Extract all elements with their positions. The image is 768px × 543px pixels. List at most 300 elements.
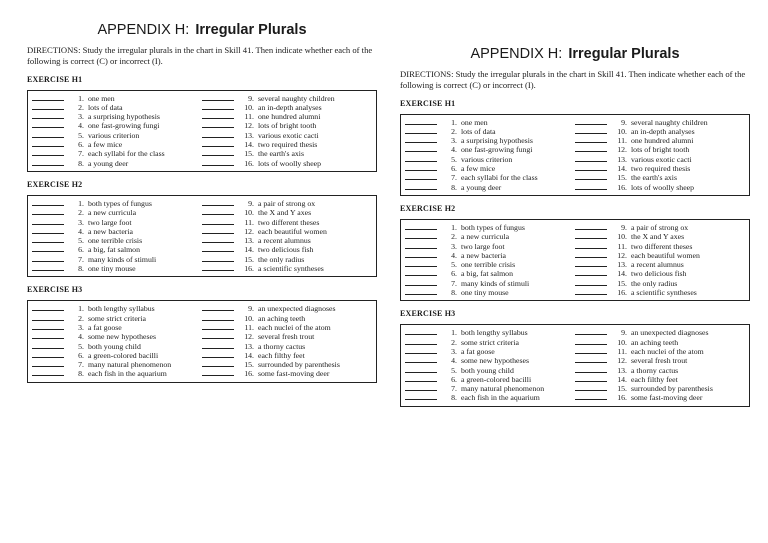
item-number: 16. [244,369,254,379]
item-number: 9. [248,304,254,314]
item-text: each fish in the aquarium [461,393,540,403]
item-number: 7. [451,173,457,183]
item-text: the only radius [258,254,305,264]
exercise-item [32,304,202,313]
item-text: a thorny cactus [258,341,306,351]
answer-blank[interactable] [575,347,607,354]
exercise-item [575,136,745,145]
exercise-item [32,131,202,140]
answer-blank[interactable] [405,164,437,171]
exercise-item [575,338,745,347]
answer-blank[interactable] [202,218,234,225]
item-number: 3. [78,112,84,122]
item-number: 12. [244,332,254,342]
item-text: lots of bright tooth [258,121,317,131]
exercise-item [405,145,575,154]
exercise-item [202,369,372,378]
exercise-column [202,94,372,168]
answer-blank[interactable] [202,236,234,243]
item-number: 11. [244,217,254,227]
answer-blank[interactable] [575,356,607,363]
answer-blank[interactable] [405,145,437,152]
exercise-item [32,112,202,121]
exercise-section [27,75,377,172]
item-text: an unexpected diagnoses [258,304,336,314]
item-text: various exotic cacti [631,154,692,164]
answer-blank[interactable] [575,251,607,258]
exercise-item [32,121,202,130]
item-number: 1. [451,222,457,232]
answer-blank[interactable] [405,328,437,335]
exercise-item [202,131,372,140]
item-number: 2. [451,337,457,347]
item-text: a big, fat salmon [88,245,140,255]
answer-blank[interactable] [575,242,607,249]
answer-blank[interactable] [405,288,437,295]
answer-blank[interactable] [32,351,64,358]
exercise-item [405,173,575,182]
item-text: a few mice [88,140,123,150]
exercise-item [202,218,372,227]
item-number: 10. [617,126,627,136]
answer-blank[interactable] [202,264,234,271]
exercise-item [575,375,745,384]
answer-blank[interactable] [405,232,437,239]
answer-blank[interactable] [575,118,607,125]
answer-blank[interactable] [575,393,607,400]
item-number: 5. [78,130,84,140]
answer-blank[interactable] [32,304,64,311]
answer-blank[interactable] [32,121,64,128]
answer-blank[interactable] [202,360,234,367]
item-text: the earth's axis [631,173,678,183]
item-number: 8. [451,393,457,403]
answer-blank[interactable] [32,140,64,147]
exercise-item [202,103,372,112]
exercise-item [405,155,575,164]
exercise-item [202,245,372,254]
item-number: 9. [621,117,627,127]
answer-blank[interactable] [405,155,437,162]
exercise-item [405,393,575,402]
answer-blank[interactable] [405,393,437,400]
exercise-item [575,242,745,251]
item-text: a scientific syntheses [258,264,324,274]
item-text: lots of data [88,102,123,112]
directions-text: DIRECTIONS: Study the irregular plurals in the chart in Skill 41. Then indicate whether each of the following is correct (C) or incorrect (I). [27,45,373,66]
exercise-title: EXERCISE H2 [27,179,83,189]
item-text: a young deer [88,158,129,168]
exercise-item [575,223,745,232]
answer-blank[interactable] [575,375,607,382]
answer-blank[interactable] [32,369,64,376]
item-text: several fresh trout [258,332,315,342]
answer-blank[interactable] [405,136,437,143]
exercise-item [202,121,372,130]
answer-blank[interactable] [202,149,234,156]
answer-blank[interactable] [32,208,64,215]
appendix-heading: Irregular Plurals [195,22,307,38]
exercise-column [32,94,202,168]
item-number: 5. [78,236,84,246]
answer-blank[interactable] [32,323,64,330]
exercise-item [575,251,745,260]
answer-blank[interactable] [32,236,64,243]
exercise-item [405,127,575,136]
answer-blank[interactable] [32,245,64,252]
answer-blank[interactable] [32,199,64,206]
answer-blank[interactable] [32,227,64,234]
exercise-item [202,314,372,323]
item-text: lots of bright tooth [631,145,690,155]
item-number: 10. [244,102,254,112]
item-text: each syllabi for the class [88,149,165,159]
answer-blank[interactable] [575,145,607,152]
item-number: 11. [617,241,627,251]
exercise-item [575,269,745,278]
answer-blank[interactable] [202,332,234,339]
answer-blank[interactable] [405,127,437,134]
item-text: one men [88,93,115,103]
answer-blank[interactable] [202,314,234,321]
answer-blank[interactable] [202,94,234,101]
exercise-section [27,285,377,382]
item-number: 7. [78,254,84,264]
item-number: 2. [451,126,457,136]
answer-blank[interactable] [202,351,234,358]
item-number: 5. [451,365,457,375]
exercise-item [32,218,202,227]
exercise-column [405,328,575,402]
exercise-item [32,227,202,236]
item-number: 13. [617,365,627,375]
exercise-item [202,236,372,245]
item-number: 15. [244,254,254,264]
item-text: each nuclei of the atom [258,322,331,332]
exercise-item [202,208,372,217]
answer-blank[interactable] [32,159,64,166]
answer-blank[interactable] [405,242,437,249]
exercise-item [405,183,575,192]
answer-blank[interactable] [575,136,607,143]
answer-blank[interactable] [202,323,234,330]
exercise-column [405,223,575,297]
answer-blank[interactable] [575,127,607,134]
answer-blank[interactable] [405,173,437,180]
item-number: 4. [451,250,457,260]
exercise-item [32,236,202,245]
exercise-item [405,223,575,232]
item-number: 8. [451,288,457,298]
item-number: 7. [451,278,457,288]
item-number: 8. [78,158,84,168]
exercise-item [575,164,745,173]
item-number: 13. [617,154,627,164]
exercise-column [202,199,372,273]
answer-blank[interactable] [405,347,437,354]
item-number: 14. [244,245,254,255]
answer-blank[interactable] [32,218,64,225]
exercise-box [400,219,750,301]
answer-blank[interactable] [575,164,607,171]
exercise-item [405,356,575,365]
answer-blank[interactable] [202,245,234,252]
item-number: 4. [78,226,84,236]
item-number: 14. [617,269,627,279]
item-text: a recent alumnus [258,236,311,246]
answer-blank[interactable] [575,232,607,239]
exercise-box [400,324,750,406]
exercise-column [405,118,575,192]
exercise-item [575,366,745,375]
item-text: one fast-growing fungi [461,145,533,155]
answer-blank[interactable] [575,366,607,373]
answer-blank[interactable] [202,140,234,147]
answer-blank[interactable] [32,342,64,349]
exercise-item [405,269,575,278]
answer-blank[interactable] [405,269,437,276]
answer-blank[interactable] [32,112,64,119]
item-text: an in-depth analyses [631,126,695,136]
item-number: 3. [451,346,457,356]
item-text: the earth's axis [258,149,305,159]
exercise-title: EXERCISE H3 [400,309,456,319]
exercise-item [32,103,202,112]
item-text: two different theses [631,241,693,251]
exercise-item [32,94,202,103]
answer-blank[interactable] [405,251,437,258]
exercise-column [575,223,745,297]
answer-blank[interactable] [575,155,607,162]
answer-blank[interactable] [575,183,607,190]
answer-blank[interactable] [575,269,607,276]
exercise-title: EXERCISE H1 [27,74,83,84]
item-number: 14. [244,350,254,360]
exercise-item [32,314,202,323]
exercise-item [202,264,372,273]
item-number: 9. [621,222,627,232]
item-text: both lengthy syllabus [88,304,155,314]
item-text: a surprising hypothesis [461,136,533,146]
item-text: a new curricula [461,232,510,242]
exercise-column [32,304,202,378]
item-text: various criterion [461,154,513,164]
item-text: a new bacteria [88,226,134,236]
answer-blank[interactable] [575,223,607,230]
item-text: various exotic cacti [258,130,319,140]
item-number: 11. [244,322,254,332]
exercise-column [202,304,372,378]
item-number: 3. [451,241,457,251]
item-number: 7. [78,360,84,370]
item-number: 13. [617,260,627,270]
item-text: each beautiful women [631,250,700,260]
item-number: 9. [621,328,627,338]
answer-blank[interactable] [575,328,607,335]
exercise-item [575,393,745,402]
answer-blank[interactable] [32,149,64,156]
item-number: 1. [78,198,84,208]
exercise-title: EXERCISE H1 [400,98,456,108]
item-text: two required thesis [258,140,318,150]
answer-blank[interactable] [405,384,437,391]
answer-blank[interactable] [405,223,437,230]
answer-blank[interactable] [575,288,607,295]
exercise-item [32,351,202,360]
item-number: 8. [451,182,457,192]
answer-blank[interactable] [405,260,437,267]
item-number: 7. [78,149,84,159]
exercise-item [32,332,202,341]
item-number: 15. [244,360,254,370]
item-text: a young deer [461,182,502,192]
answer-blank[interactable] [202,255,234,262]
answer-blank[interactable] [32,264,64,271]
item-text: surrounded by parenthesis [258,360,340,370]
item-number: 13. [244,236,254,246]
answer-blank[interactable] [202,199,234,206]
item-number: 6. [78,140,84,150]
answer-blank[interactable] [575,173,607,180]
answer-blank[interactable] [202,208,234,215]
answer-blank[interactable] [405,366,437,373]
item-text: a surprising hypothesis [88,112,160,122]
answer-blank[interactable] [202,342,234,349]
answer-blank[interactable] [202,304,234,311]
item-text: one men [461,117,488,127]
item-number: 2. [78,102,84,112]
item-text: a big, fat salmon [461,269,513,279]
appendix-prefix: APPENDIX H: [470,46,563,62]
exercise-item [575,356,745,365]
item-number: 10. [617,337,627,347]
worksheet-page-right [400,46,750,415]
item-number: 5. [451,260,457,270]
appendix-prefix: APPENDIX H: [97,22,190,38]
answer-blank[interactable] [202,131,234,138]
item-number: 5. [78,341,84,351]
exercise-item [575,347,745,356]
exercise-item [202,149,372,158]
exercise-item [202,323,372,332]
item-text: many natural phenomenon [461,384,545,394]
exercise-item [202,199,372,208]
exercise-item [32,369,202,378]
item-text: some fast-moving deer [258,369,330,379]
item-number: 16. [617,393,627,403]
answer-blank[interactable] [405,118,437,125]
answer-blank[interactable] [32,332,64,339]
item-text: two large foot [88,217,132,227]
item-text: both young child [461,365,514,375]
exercise-section [400,309,750,406]
item-text: lots of data [461,126,496,136]
item-number: 15. [617,173,627,183]
item-text: an in-depth analyses [258,102,322,112]
answer-blank[interactable] [32,255,64,262]
item-text: a thorny cactus [631,365,679,375]
answer-blank[interactable] [405,183,437,190]
answer-blank[interactable] [32,131,64,138]
item-number: 12. [617,356,627,366]
item-number: 13. [244,130,254,140]
item-text: one tiny mouse [88,264,136,274]
answer-blank[interactable] [32,314,64,321]
item-text: a fat goose [461,346,495,356]
exercise-item [32,149,202,158]
item-text: many kinds of stimuli [88,254,157,264]
answer-blank[interactable] [405,356,437,363]
exercise-item [575,173,745,182]
item-number: 8. [78,369,84,379]
exercise-item [575,183,745,192]
item-text: some strict criteria [88,313,147,323]
answer-blank[interactable] [202,121,234,128]
exercise-item [202,227,372,236]
item-text: each syllabi for the class [461,173,538,183]
answer-blank[interactable] [32,360,64,367]
answer-blank[interactable] [575,260,607,267]
item-number: 1. [78,304,84,314]
answer-blank[interactable] [32,103,64,110]
item-number: 12. [617,145,627,155]
item-text: two large foot [461,241,505,251]
item-text: both types of fungus [88,198,152,208]
exercise-item [202,360,372,369]
answer-blank[interactable] [575,338,607,345]
item-number: 11. [617,346,627,356]
item-text: the only radius [631,278,678,288]
answer-blank[interactable] [405,338,437,345]
exercise-item [405,366,575,375]
exercise-title: EXERCISE H2 [400,203,456,213]
exercise-item [575,384,745,393]
answer-blank[interactable] [202,369,234,376]
item-text: two required thesis [631,164,691,174]
exercise-item [405,118,575,127]
appendix-title [400,46,750,63]
answer-blank[interactable] [32,94,64,101]
exercise-item [32,245,202,254]
answer-blank[interactable] [202,103,234,110]
exercise-item [575,328,745,337]
item-text: a fat goose [88,322,122,332]
exercise-item [32,342,202,351]
answer-blank[interactable] [202,112,234,119]
item-number: 14. [617,374,627,384]
answer-blank[interactable] [202,227,234,234]
exercise-item [575,127,745,136]
answer-blank[interactable] [405,279,437,286]
item-number: 1. [451,117,457,127]
exercise-item [575,145,745,154]
exercise-item [575,155,745,164]
answer-blank[interactable] [575,279,607,286]
item-text: both young child [88,341,141,351]
item-number: 4. [78,121,84,131]
exercise-item [32,264,202,273]
item-number: 2. [78,208,84,218]
item-text: some strict criteria [461,337,520,347]
answer-blank[interactable] [405,375,437,382]
exercise-item [405,164,575,173]
answer-blank[interactable] [202,159,234,166]
item-number: 9. [248,198,254,208]
item-text: many natural phenomenon [88,360,172,370]
item-number: 13. [244,341,254,351]
answer-blank[interactable] [575,384,607,391]
item-text: each nuclei of the atom [631,346,704,356]
